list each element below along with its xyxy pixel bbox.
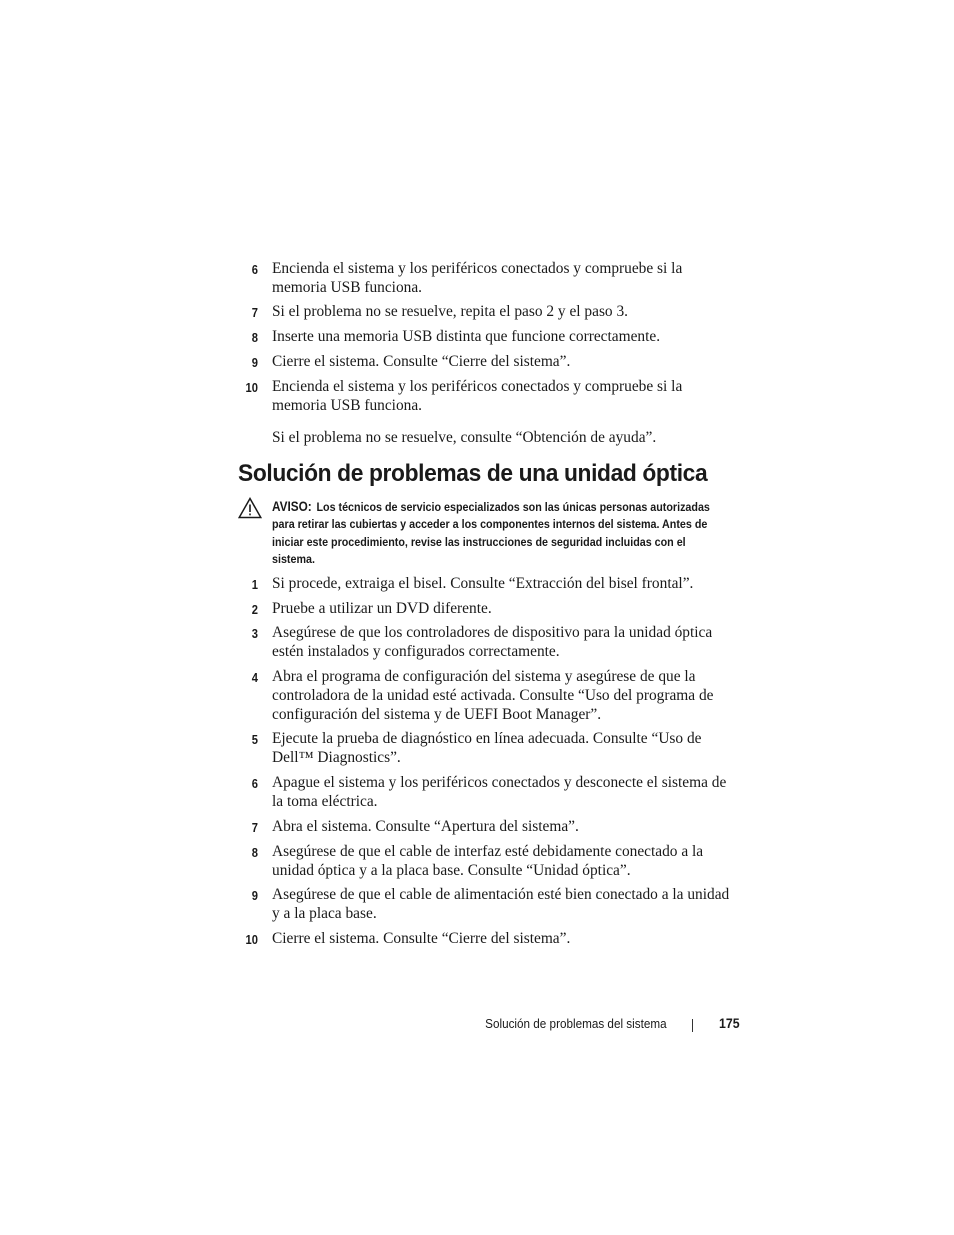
list-item (238, 623, 738, 661)
step-number: 4 (251, 670, 258, 685)
step-number: 6 (251, 776, 258, 791)
continued-note: Si el problema no se resuelve, consulte “Obtención de ayuda”. (272, 429, 657, 446)
step-text: Si procede, extraiga el bisel. Consulte “Extracción del bisel frontal”. (272, 575, 694, 592)
step-text: Asegúrese de que el cable de alimentación esté bien conectado a la unidad y a la placa base. (272, 886, 730, 922)
step-number: 9 (251, 888, 258, 903)
warning-notice (272, 498, 730, 568)
step-number: 2 (251, 602, 258, 617)
list-item (238, 929, 738, 948)
footer-section-name: Solución de problemas del sistema (485, 1016, 667, 1031)
list-item (238, 729, 738, 767)
list-item (238, 885, 738, 923)
warning-text: Los técnicos de servicio especializados son las únicas personas autorizadas para retirar las cubiertas y acceder a los componentes internos del sistema. Antes de iniciar este procedimiento, revise las instrucciones de seguridad incluidas con el sistema. (272, 500, 710, 566)
step-text: Cierre el sistema. Consulte “Cierre del sistema”. (272, 353, 571, 370)
step-number: 5 (251, 732, 258, 747)
list-item (238, 817, 738, 836)
step-text: Encienda el sistema y los periféricos conectados y compruebe si la memoria USB funciona. (272, 260, 683, 296)
step-text: Abra el sistema. Consulte “Apertura del sistema”. (272, 818, 579, 835)
warning-label: AVISO: (272, 499, 312, 514)
step-number: 1 (251, 577, 258, 592)
list-item (238, 667, 738, 724)
step-number: 10 (245, 380, 258, 395)
page-number: 175 (719, 1015, 740, 1031)
list-item (238, 599, 738, 618)
step-number: 8 (251, 330, 258, 345)
step-text: Cierre el sistema. Consulte “Cierre del sistema”. (272, 930, 571, 947)
step-number: 9 (251, 355, 258, 370)
step-text: Asegúrese de que el cable de interfaz esté debidamente conectado a la unidad óptica y a la placa base. Consulte “Unidad óptica”. (272, 843, 704, 879)
list-item (238, 377, 738, 415)
step-text: Ejecute la prueba de diagnóstico en línea adecuada. Consulte “Uso de Dell™ Diagnostics”. (272, 730, 702, 766)
list-item (238, 352, 738, 371)
step-number: 10 (245, 932, 258, 947)
list-item (238, 302, 738, 321)
step-text: Asegúrese de que los controladores de dispositivo para la unidad óptica estén instalados y configurados correctamente. (272, 624, 713, 660)
step-text: Si el problema no se resuelve, repita el paso 2 y el paso 3. (272, 303, 629, 320)
step-number: 3 (251, 626, 258, 641)
list-item (238, 842, 738, 880)
warning-triangle-icon (238, 497, 262, 519)
step-number: 6 (251, 262, 258, 277)
step-text: Pruebe a utilizar un DVD diferente. (272, 600, 492, 617)
list-item (238, 773, 738, 811)
step-number: 8 (251, 845, 258, 860)
list-item (238, 259, 738, 297)
list-item (238, 327, 738, 346)
section-title: Solución de problemas de una unidad óptica (238, 460, 708, 487)
step-text: Encienda el sistema y los periféricos conectados y compruebe si la memoria USB funciona. (272, 378, 683, 414)
step-text: Apague el sistema y los periféricos conectados y desconecte el sistema de la toma eléctrica. (272, 774, 727, 810)
footer-divider (692, 1019, 693, 1032)
step-text: Inserte una memoria USB distinta que funcione correctamente. (272, 328, 661, 345)
step-number: 7 (251, 305, 258, 320)
list-item (238, 574, 738, 593)
step-number: 7 (251, 820, 258, 835)
step-text: Abra el programa de configuración del sistema y asegúrese de que la controladora de la unidad esté activada. Consulte “Uso del programa de configuración del sistema y de UEFI Boot Manager”. (272, 668, 714, 723)
